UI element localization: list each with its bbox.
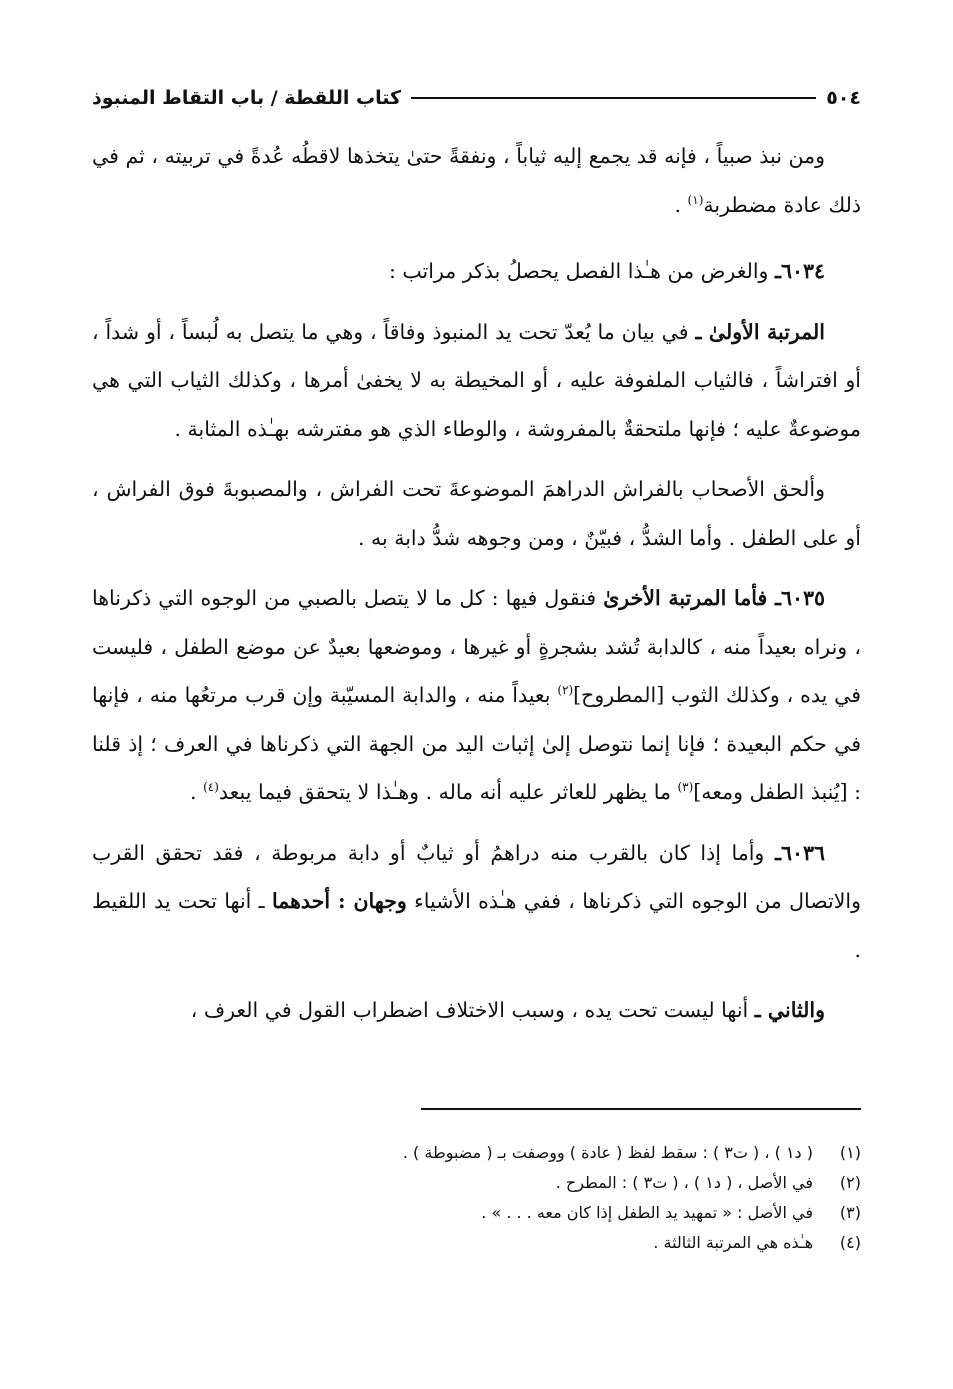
main-text — [92, 132, 861, 1047]
chapter-title: كتاب اللقطة / باب التقاط المنبوذ — [92, 87, 402, 109]
footnote — [92, 1228, 861, 1258]
paragraph-6035 — [92, 574, 861, 817]
paragraph-text: ما يظهر للعاثر عليه أنه ماله . وهـٰذا لا يتحقق فيما يبعد — [218, 780, 678, 804]
footnote-rule — [421, 1108, 861, 1110]
paragraph-text: وأما إذا كان بالقرب منه دراهمُ أو ثيابٌ أو دابة مربوطة ، فقد تحقق القرب والاتصال من الوجوه التي ذكرناها ، ففي هـٰذه الأشياء — [92, 840, 861, 913]
paragraph-text: ـ أنها تحت يد اللقيط . — [92, 889, 861, 962]
footnote-ref-1: (١) — [687, 192, 704, 207]
footnote-number: (٢) — [839, 1173, 861, 1192]
footnote-number: (٣) — [839, 1203, 861, 1222]
page-number: ٥٠٤ — [826, 87, 861, 109]
paragraph-6036 — [92, 829, 861, 975]
running-header — [92, 82, 861, 114]
footnote-text: في الأصل ، ( د١ ) ، ( ت٣ ) : المطرح . — [555, 1173, 813, 1192]
footnote — [92, 1138, 861, 1168]
paragraph-first-rank — [92, 308, 861, 454]
footnote — [92, 1168, 861, 1198]
section-number: ٦٠٣٤ـ — [774, 259, 825, 283]
paragraph-text: في بيان ما يُعدّ تحت يد المنبوذ وفاقاً ، وهي ما يتصل به لُبساً ، أو شداً ، أو افتراشاً ، فالثياب الملفوفة عليه ، أو المخيطة به لا يخفىٰ أمرها ، وكذلك الثياب التي هي موضوعةٌ عليه ؛ فإنها ملتحقةٌ بالمفروشة ، والوطاء الذي هو مفترشه بهـٰذه المثابة . — [92, 319, 861, 441]
footnotes — [92, 1138, 861, 1258]
footnote-text: هـٰذه هي المرتبة الثالثة . — [653, 1233, 813, 1252]
paragraph-text: ومن نبذ صبياً ، فإنه قد يجمع إليه ثياباً ، ونفقةً حتىٰ يتخذها لاقطُه عُدةً في تربيته ، ثم في ذلك عادة مضطربة — [92, 144, 861, 217]
paragraph-text: والغرض من هـٰذا الفصل يحصلُ بذكر مراتب : — [389, 259, 775, 283]
paragraph-6034 — [92, 247, 861, 296]
paragraph-text: . — [674, 192, 688, 217]
paragraph-text: بعيداً منه ، والدابة المسيّبة وإن قرب مرتعُها منه ، فإنها في حكم البعيدة ؛ فإنا إنما نتوصل إلىٰ إثبات اليد من الجهة التي ذكرناها في العرف ؛ إذ قلنا : [يُنبذ الطفل ومعه] — [92, 683, 861, 804]
footnote-ref-4: (٤) — [203, 780, 219, 795]
footnote-ref-3: (٣) — [677, 780, 694, 795]
rank-heading: فأما المرتبة الأخرىٰ — [603, 586, 775, 610]
paragraph-text: فنقول فيها : كل ما لا يتصل بالصبي من الوجوه التي ذكرناها ، ونراه بعيداً منه ، كالدابة تُشد بشجرةٍ أو غيرها ، وموضعها بعيدٌ عن موضع الطفل ، فليست في يده ، وكذلك الثوب [المطروح] — [92, 586, 861, 707]
header-rule — [411, 97, 816, 99]
opinion-heading: وجهان : أحدهما — [272, 889, 407, 913]
section-number: ٦٠٣٦ـ — [774, 840, 825, 865]
paragraph-text: . — [190, 780, 204, 804]
footnote-number: (١) — [839, 1143, 861, 1162]
footnote-text: ( د١ ) ، ( ت٣ ) : سقط لفظ ( عادة ) ووصفت بـ ( مضبوطة ) . — [402, 1143, 813, 1162]
footnote-ref-2: (٢) — [557, 683, 574, 698]
footnote-text: في الأصل : « تمهيد يد الطفل إذا كان معه . . . » . — [481, 1203, 813, 1222]
opinion-heading: والثاني ـ — [754, 998, 825, 1022]
footnote — [92, 1198, 861, 1228]
paragraph-intro — [92, 132, 861, 229]
paragraph-attachment — [92, 465, 861, 562]
section-number: ٦٠٣٥ـ — [774, 586, 826, 610]
paragraph-second-opinion — [92, 986, 861, 1035]
footnote-number: (٤) — [839, 1233, 861, 1252]
rank-heading: المرتبة الأولىٰ ـ — [695, 319, 826, 344]
paragraph-text: أنها ليست تحت يده ، وسبب الاختلاف اضطراب القول في العرف ، — [190, 998, 755, 1022]
paragraph-text: وألحق الأصحاب بالفراش الدراهمَ الموضوعةَ تحت الفراش ، والمصبوبةَ فوق الفراش ، أو على الطفل . وأما الشدُّ ، فبيّنٌ ، ومن وجوهه شدُّ دابة به . — [92, 477, 861, 550]
